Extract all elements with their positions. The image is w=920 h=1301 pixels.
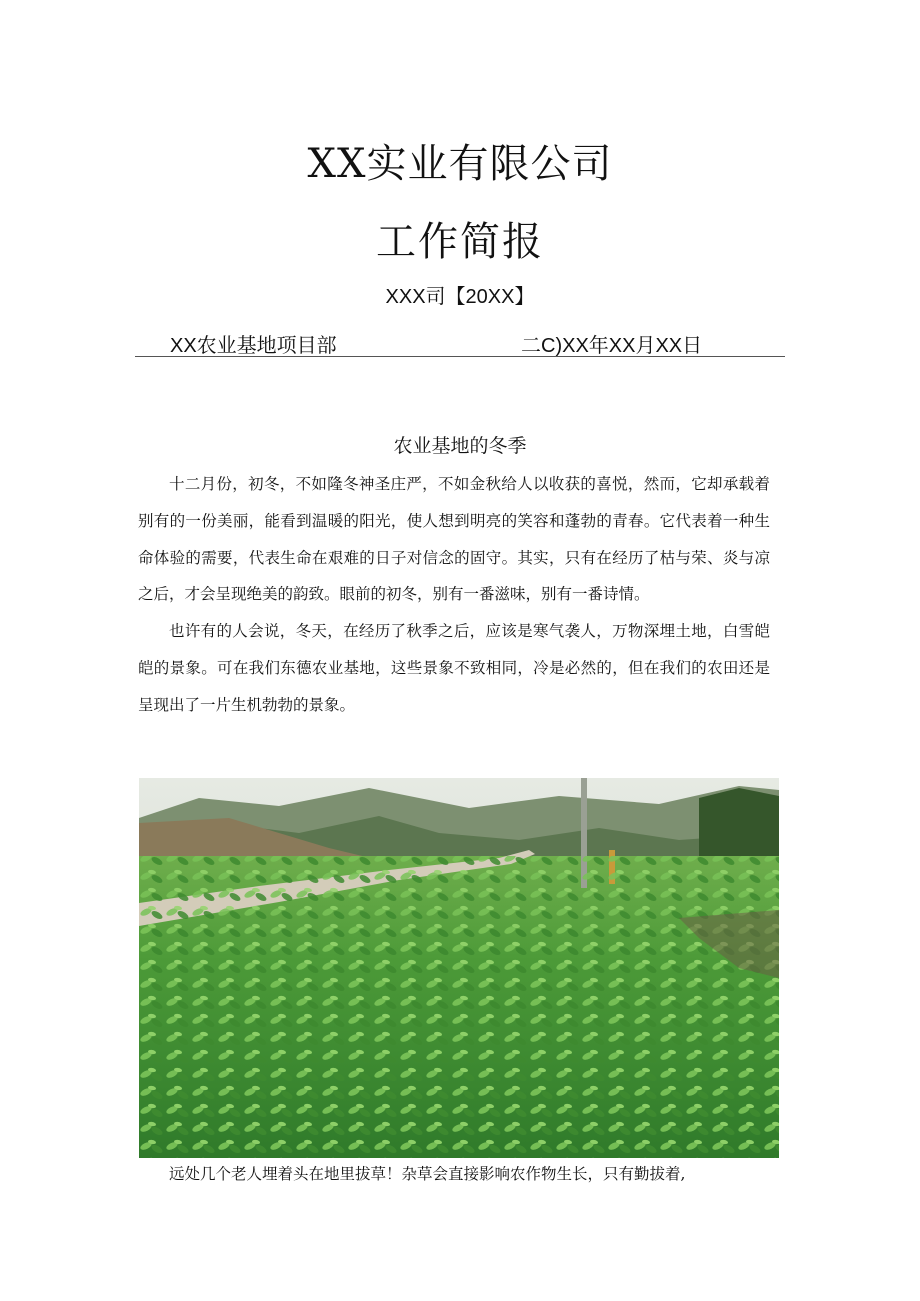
brief-title: 工作简报	[376, 219, 544, 265]
document-number: XXX司【20XX】	[385, 286, 535, 308]
article-title: 农业基地的冬季	[393, 435, 527, 457]
header-divider	[135, 356, 785, 357]
article-body	[138, 466, 770, 724]
paragraph: 也许有的人会说，冬天，在经历了秋季之后，应该是寒气袭人，万物深埋土地，白雪皑皑的景象。可在我们东德农业基地，这些景象不致相同，冷是必然的，但在我们的农田还是呈现出了一片生机勃勃的景象。	[138, 622, 770, 714]
company-name: XX实业有限公司	[307, 141, 613, 187]
date-label: 二C)XX年XX月XX日	[521, 335, 703, 357]
photo-caption: 远处几个老人埋着头在地里拔草！杂草会直接影响农作物生长，只有勤拔着,	[169, 1165, 686, 1183]
paragraph: 十二月份，初冬，不如隆冬神圣庄严，不如金秋给人以收获的喜悦，然而，它却承载着别有的一份美丽，能看到温暖的阳光，使人想到明亮的笑容和蓬勃的青春。它代表着一种生命体验的需要，代表生命在艰难的日子对信念的固守。其实，只有在经历了枯与荣、炎与凉之后，才会呈现绝美的韵致。眼前的初冬，别有一番滋味，别有一番诗情。	[138, 475, 770, 604]
department-label: XX农业基地项目部	[170, 335, 337, 357]
farmland-photo	[139, 778, 779, 1158]
